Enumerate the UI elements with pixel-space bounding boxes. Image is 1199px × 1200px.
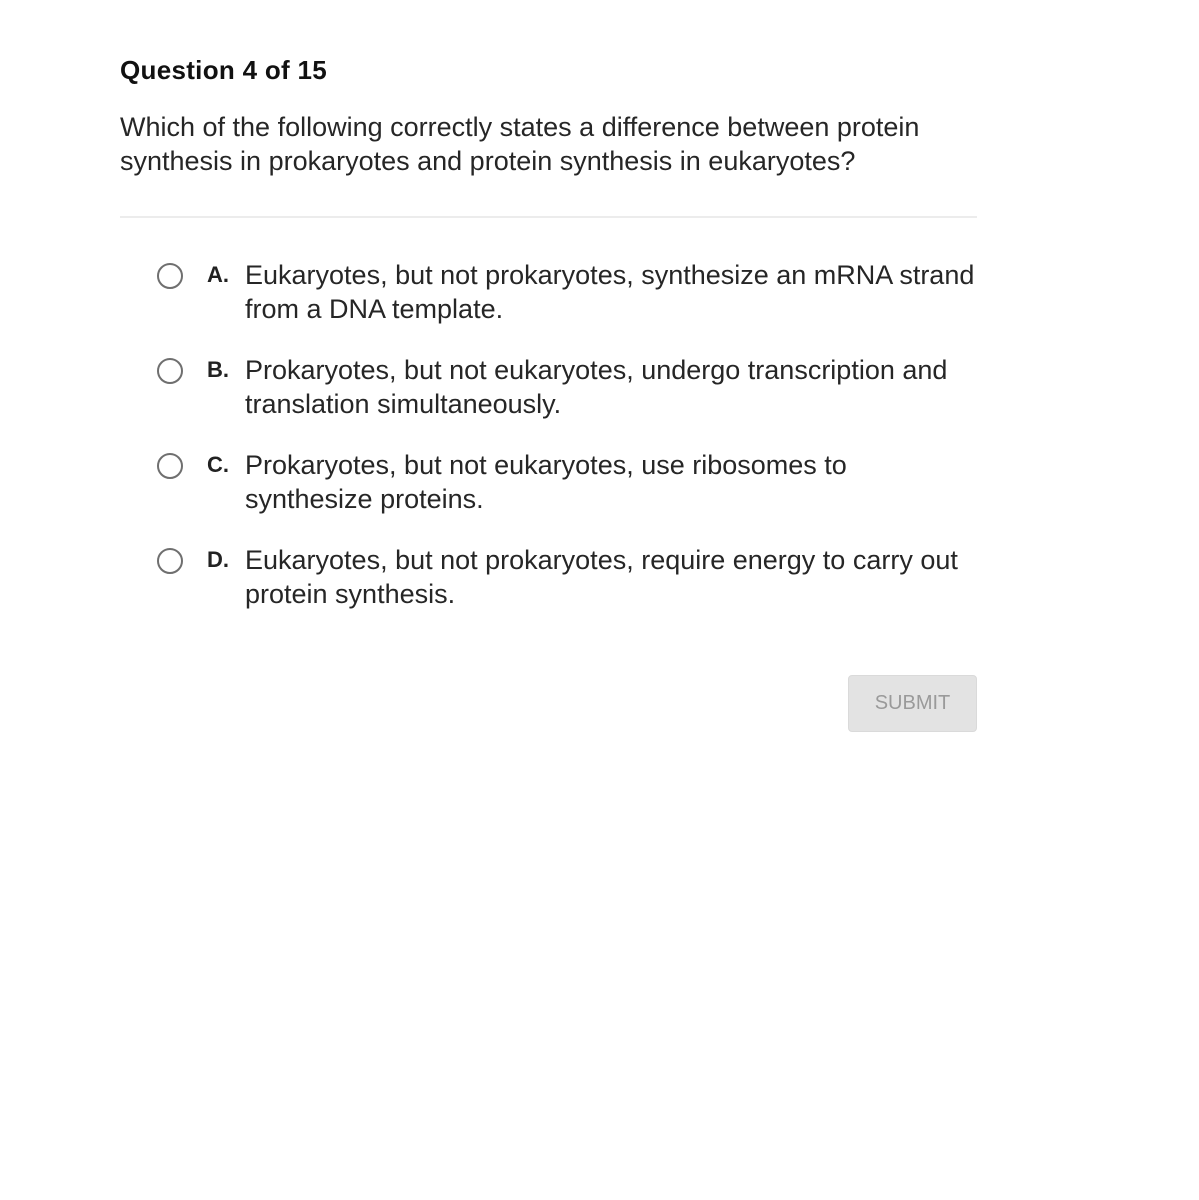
question-counter: Question 4 of 15	[120, 55, 328, 85]
option-letter-c: C.	[207, 452, 229, 477]
radio-button-b[interactable]	[157, 358, 183, 384]
option-b[interactable]	[157, 353, 977, 421]
option-d[interactable]	[157, 543, 977, 611]
option-text-c: Prokaryotes, but not eukaryotes, use ribosomes to synthesize proteins.	[245, 450, 847, 514]
answer-options	[120, 258, 977, 611]
question-prompt: Which of the following correctly states a difference between protein synthesis in prokaryotes and protein synthesis in eukaryotes?	[120, 112, 920, 176]
radio-button-d[interactable]	[157, 548, 183, 574]
option-text-a: Eukaryotes, but not prokaryotes, synthesize an mRNA strand from a DNA template.	[245, 260, 975, 324]
quiz-card	[120, 52, 977, 714]
divider	[120, 216, 977, 218]
option-letter-b: B.	[207, 357, 229, 382]
option-letter-a: A.	[207, 262, 229, 287]
submit-button[interactable]: SUBMIT	[848, 675, 977, 732]
option-letter-d: D.	[207, 547, 229, 572]
option-a[interactable]	[157, 258, 977, 326]
option-text-b: Prokaryotes, but not eukaryotes, undergo transcription and translation simultaneously.	[245, 355, 948, 419]
option-c[interactable]	[157, 448, 977, 516]
radio-button-c[interactable]	[157, 453, 183, 479]
radio-button-a[interactable]	[157, 263, 183, 289]
option-text-d: Eukaryotes, but not prokaryotes, require energy to carry out protein synthesis.	[245, 545, 958, 609]
